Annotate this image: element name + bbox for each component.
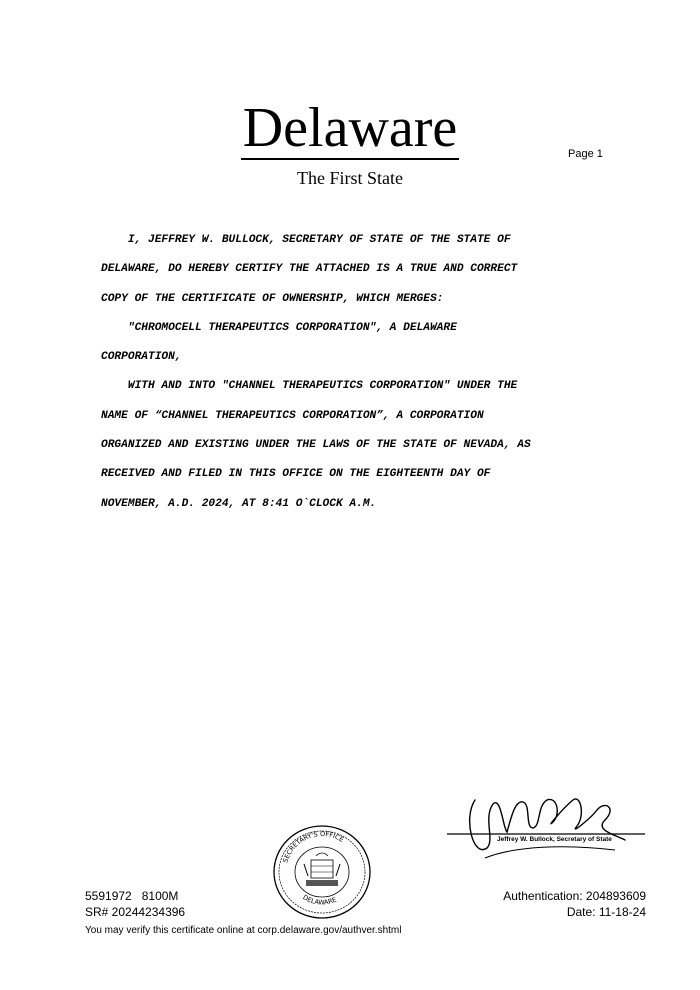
certificate-line: RECEIVED AND FILED IN THIS OFFICE ON THE EIGHTEENTH DAY OF — [101, 468, 491, 481]
verify-note: You may verify this certificate online at corp.delaware.gov/authver.shtml — [85, 925, 402, 936]
secretary-signature — [445, 788, 655, 863]
delaware-seal-icon — [266, 824, 378, 920]
signature-caption: Jeffrey W. Bullock, Secretary of State — [497, 836, 612, 843]
title-text: Delaware — [242, 97, 458, 159]
certificate-line: WITH AND INTO "CHANNEL THERAPEUTICS CORPORATION" UNDER THE — [101, 380, 518, 393]
certificate-line: DELAWARE, DO HEREBY CERTIFY THE ATTACHED IS A TRUE AND CORRECT — [101, 263, 518, 276]
certificate-line: "CHROMOCELL THERAPEUTICS CORPORATION", A DELAWARE — [101, 321, 457, 334]
svg-text:SECRETARY'S OFFICE: SECRETARY'S OFFICE — [281, 829, 346, 864]
authentication-number: Authentication: 204893609 — [503, 889, 646, 903]
certificate-line: NOVEMBER, A.D. 2024, AT 8:41 O`CLOCK A.M. — [101, 497, 377, 510]
certificate-line: I, JEFFREY W. BULLOCK, SECRETARY OF STATE OF THE STATE OF — [101, 234, 511, 246]
svg-text:DELAWARE: DELAWARE — [301, 893, 338, 907]
sr-number: SR# 20244234396 — [85, 905, 186, 919]
certificate-line: COPY OF THE CERTIFICATE OF OWNERSHIP, WHICH MERGES: — [101, 292, 444, 305]
certificate-line: CORPORATION, — [101, 351, 182, 364]
certificate-date: Date: 11-18-24 — [566, 905, 646, 919]
certificate-line: NAME OF “CHANNEL THERAPEUTICS CORPORATION”, A CORPORATION — [101, 409, 484, 422]
certificate-body — [101, 226, 621, 519]
certificate-line: ORGANIZED AND EXISTING UNDER THE LAWS OF THE STATE OF NEVADA, AS — [101, 439, 531, 452]
file-numbers: 5591972 8100M — [85, 889, 179, 903]
page-subtitle: The First State — [297, 168, 403, 188]
page-number: Page 1 — [568, 148, 603, 160]
